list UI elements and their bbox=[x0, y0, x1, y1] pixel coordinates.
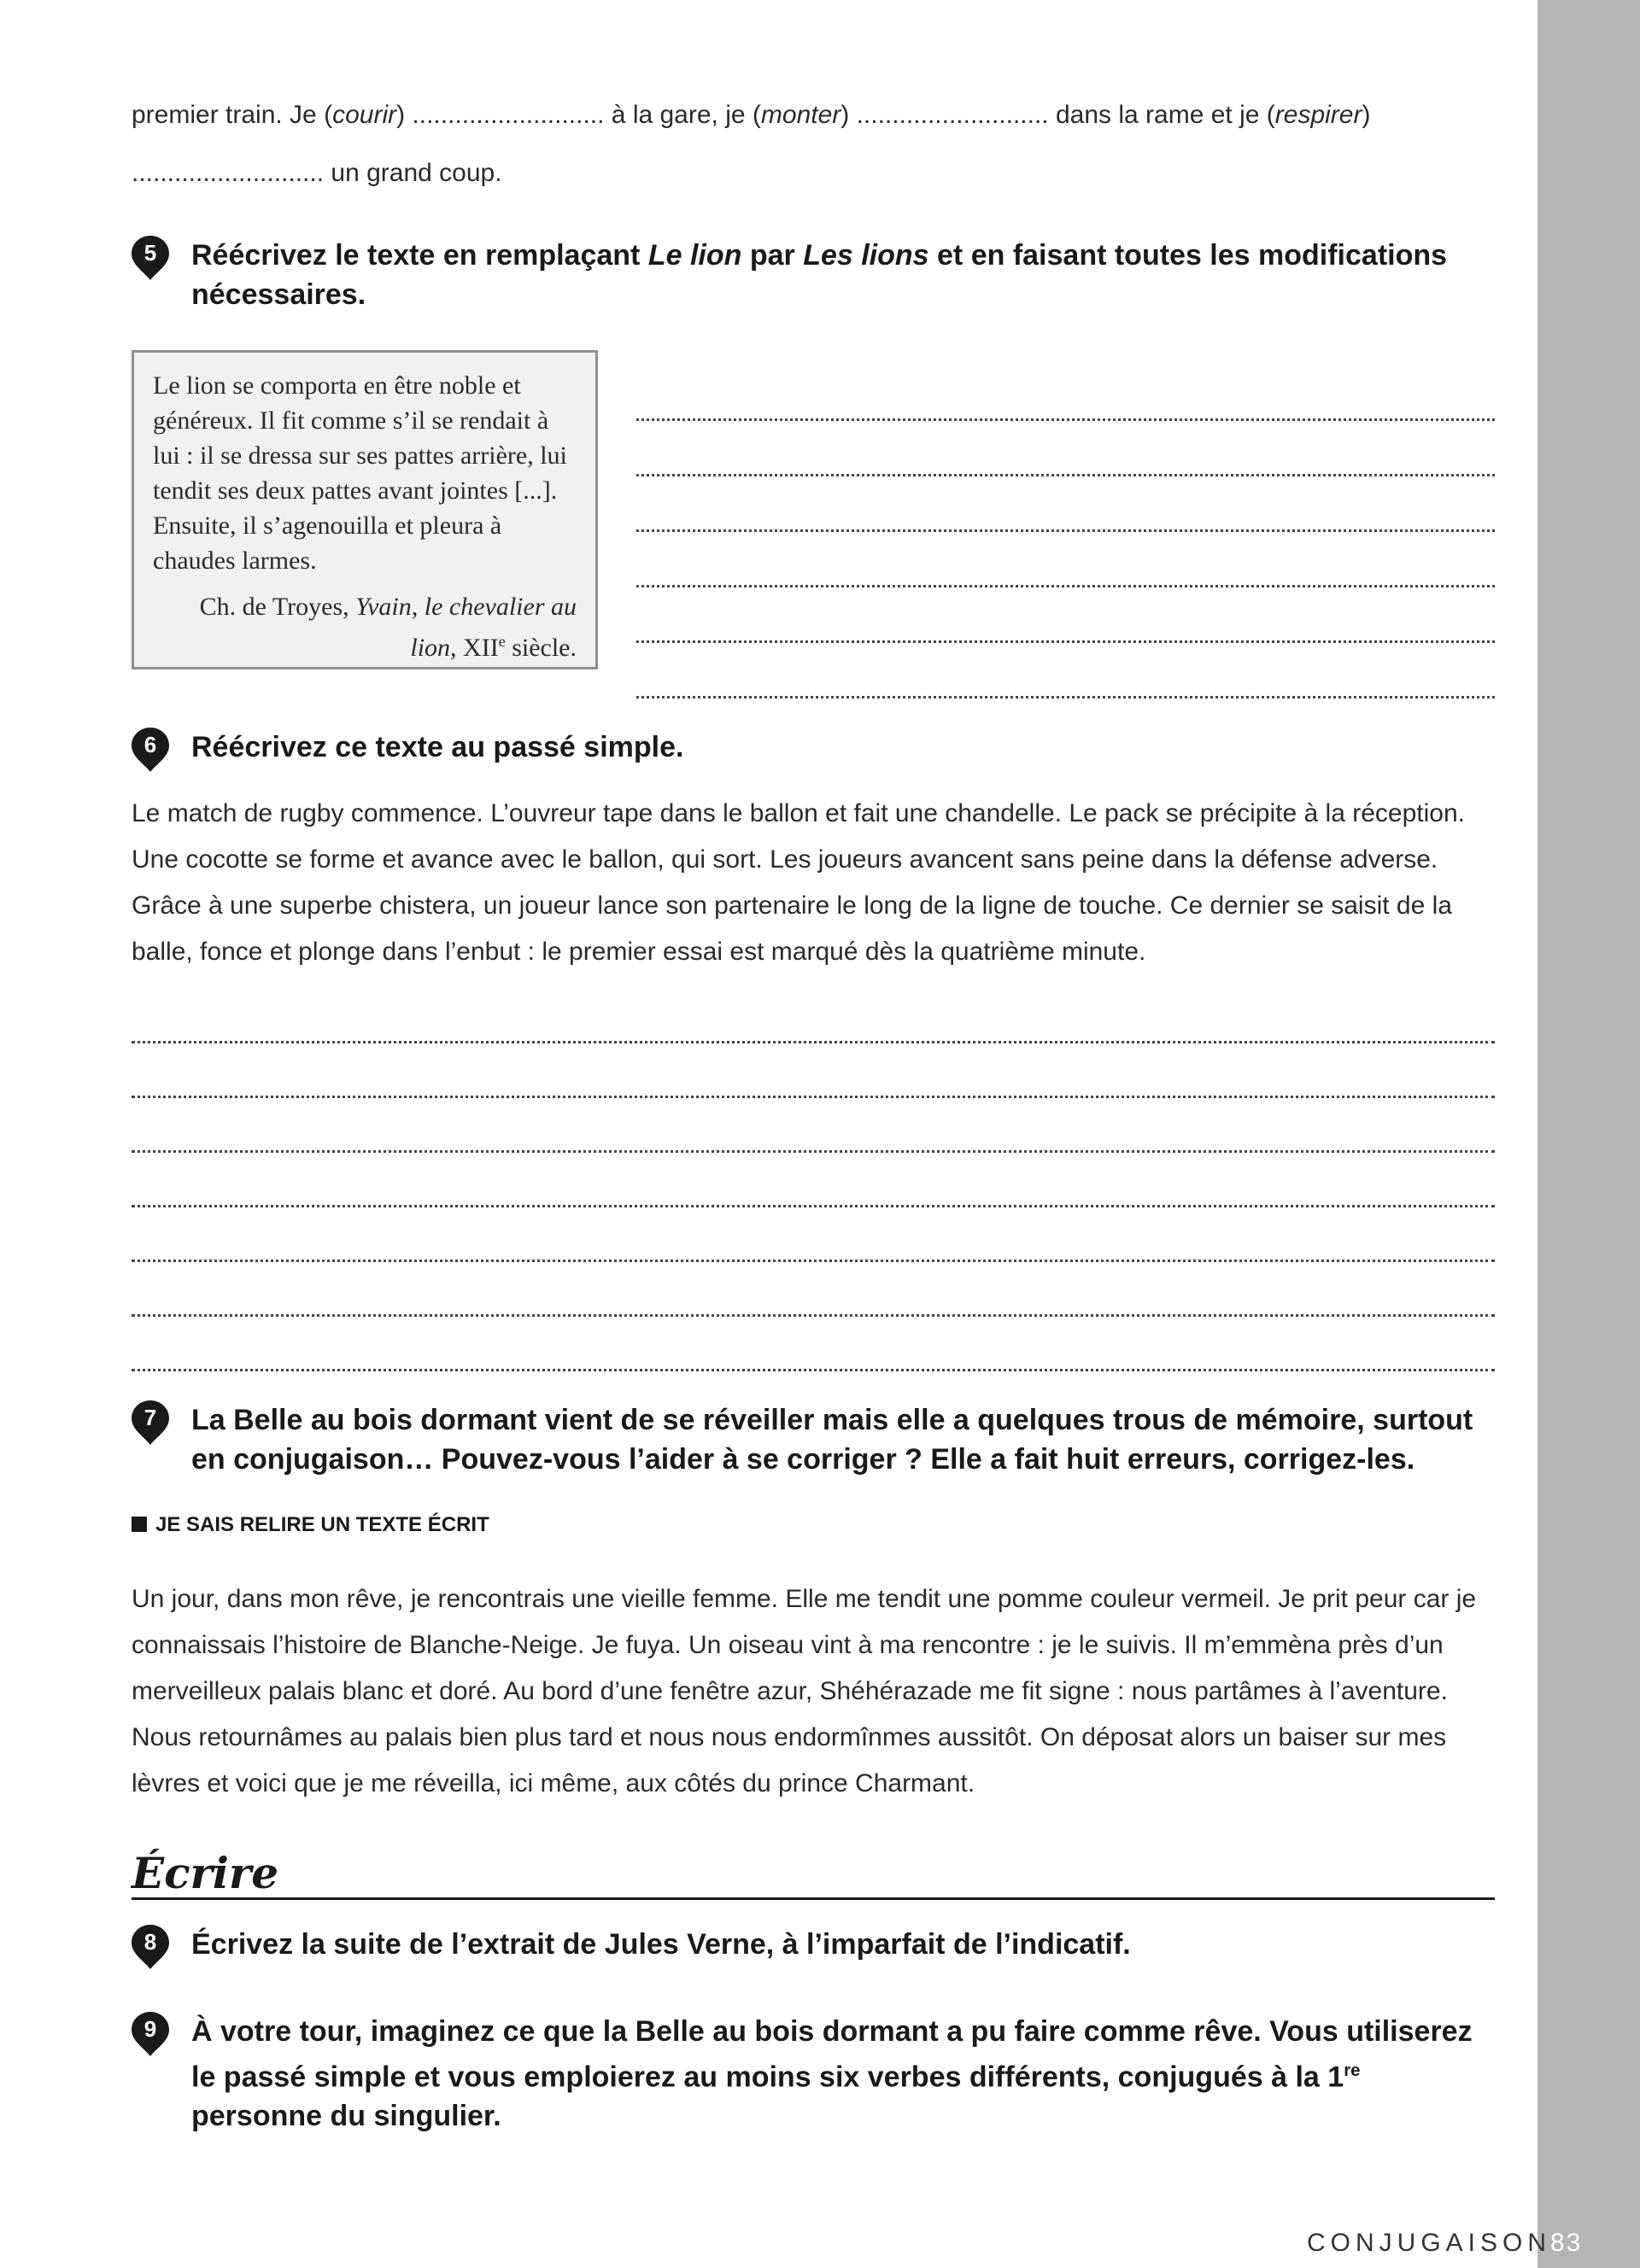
quote-source: Ch. de Troyes, Yvain, le chevalier au lion, XIIe siècle. bbox=[199, 593, 577, 662]
footer-section: CONJUGAISON bbox=[1307, 2229, 1552, 2257]
square-bullet-icon bbox=[132, 1517, 147, 1532]
answer-line[interactable] bbox=[636, 587, 1495, 643]
question-badge: 5 bbox=[132, 236, 169, 278]
question-9-text: À votre tour, imaginez ce que la Belle au bois dormant a pu faire comme rêve. Vous utiliserez le passé simple et vous emploierez au moins six verbes différents, conjugués à la 1re personne du singulier. bbox=[191, 2015, 1473, 2133]
question-9 bbox=[132, 2012, 1495, 2136]
question-7-text: La Belle au bois dormant vient de se réveiller mais elle a quelques trous de mémoire, surtout en conjugaison… Pouvez-vous l’aider à se corriger ? Elle a fait huit erreurs, corrigez-les. bbox=[191, 1404, 1473, 1476]
answer-line[interactable] bbox=[132, 1153, 1495, 1207]
answer-line[interactable] bbox=[636, 643, 1495, 699]
question-8-text: Écrivez la suite de l’extrait de Jules Verne, à l’imparfait de l’indicatif. bbox=[191, 1928, 1131, 1961]
question-badge: 9 bbox=[132, 2012, 169, 2055]
question-6 bbox=[132, 728, 1495, 767]
question-6-text: Réécrivez ce texte au passé simple. bbox=[191, 731, 684, 763]
skill-tag: JE SAIS RELIRE UN TEXTE ÉCRIT bbox=[132, 1513, 489, 1537]
answer-line[interactable] bbox=[132, 1098, 1495, 1153]
answer-line[interactable] bbox=[636, 421, 1495, 476]
quote-box bbox=[132, 350, 598, 669]
question-badge: 6 bbox=[132, 728, 169, 770]
quote-text: Le lion se comporta en être noble et généreux. Il fit comme s’il se rendait à lui : il se dressa sur ses pattes arrière, lui tendit ses deux pattes avant jointes [...]. Ensuite, il s’agenouilla et pleura à chaudes larmes. bbox=[153, 371, 567, 575]
page-side-band bbox=[1538, 0, 1640, 2268]
answer-line[interactable] bbox=[132, 989, 1495, 1043]
question-badge: 8 bbox=[132, 1925, 169, 1967]
answer-line[interactable] bbox=[132, 1262, 1495, 1317]
belle-passage: Un jour, dans mon rêve, je rencontrais une vieille femme. Elle me tendit une pomme couleur vermeil. Je prit peur car je connaissais l’histoire de Blanche-Neige. Je fuya. Un oiseau vint à ma rencontre : je le suivis. Il m’emmèna près d’un merveilleux palais blanc et doré. Au bord d’une fenêtre azur, Shéhérazade me fit signe : nous partâmes à l’aventure. Nous retournâmes au palais bien plus tard et nous nous endormînmes aussitôt. On déposat alors un baiser sur mes lèvres et voici que je me réveilla, ici même, aux côtés du prince Charmant. bbox=[132, 1585, 1477, 1797]
page-number: 83 bbox=[1550, 2229, 1583, 2257]
answer-line[interactable] bbox=[636, 476, 1495, 532]
answer-line[interactable] bbox=[636, 532, 1495, 587]
question-8 bbox=[132, 1925, 1495, 1964]
answer-lines-q6[interactable] bbox=[132, 989, 1495, 1371]
rugby-passage: Le match de rugby commence. L’ouvreur tape dans le ballon et fait une chandelle. Le pack se précipite à la réception. Une cocotte se forme et avance avec le ballon, qui sort. Les joueurs avancent sans peine dans la défense adverse. Grâce à une superbe chistera, un joueur lance son partenaire le long de la ligne de touche. Ce dernier se saisit de la balle, fonce et plonge dans l’enbut : le premier essai est marqué dès la quatrième minute. bbox=[132, 799, 1465, 966]
intro-line-2: ........................... un grand coup. bbox=[132, 159, 502, 187]
answer-lines-q5[interactable] bbox=[636, 365, 1495, 699]
answer-line[interactable] bbox=[132, 1317, 1495, 1371]
question-5-text: Réécrivez le texte en remplaçant Le lion par Les lions et en faisant toutes les modifications nécessaires. bbox=[191, 239, 1448, 311]
answer-line[interactable] bbox=[636, 365, 1495, 421]
section-title-ecrire: Écrire bbox=[132, 1850, 1495, 1900]
question-7 bbox=[132, 1400, 1495, 1479]
question-badge: 7 bbox=[132, 1400, 169, 1443]
answer-line[interactable] bbox=[132, 1043, 1495, 1098]
intro-line-1: premier train. Je (courir) ........................... à la gare, je (monter) ........................... dans la rame et je (respirer) bbox=[132, 101, 1371, 129]
answer-line[interactable] bbox=[132, 1207, 1495, 1262]
intro-paragraph bbox=[132, 92, 1495, 196]
question-5 bbox=[132, 236, 1495, 314]
page-footer bbox=[1307, 2229, 1583, 2258]
